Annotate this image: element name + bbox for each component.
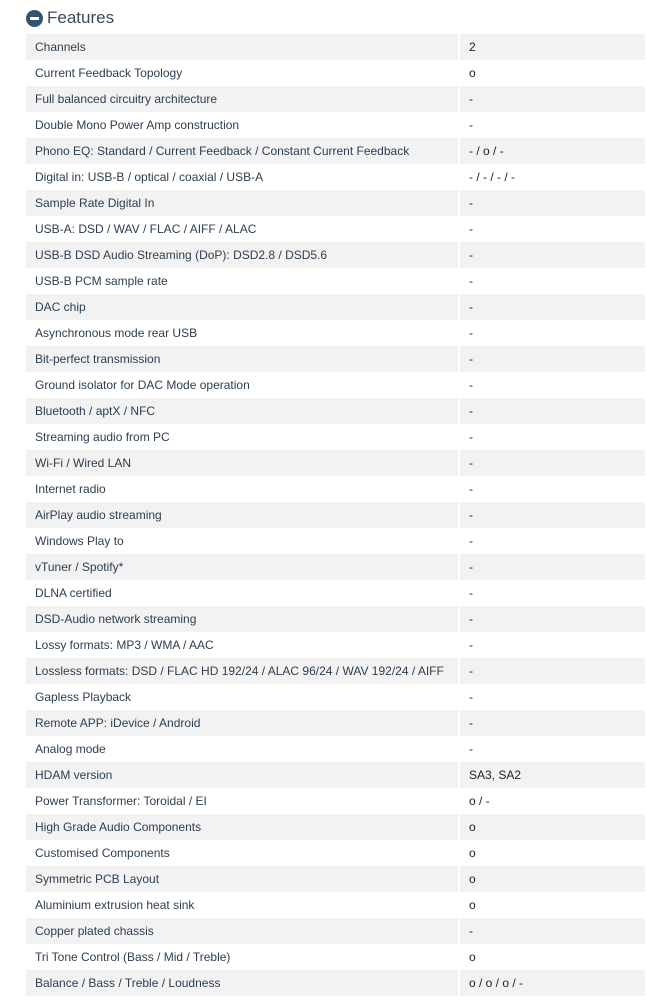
table-row: [26, 294, 645, 320]
feature-label: Phono EQ: Standard / Current Feedback / Constant Current Feedback: [26, 138, 459, 164]
feature-value: -: [459, 450, 645, 476]
table-row: [26, 736, 645, 762]
features-table-body: [26, 34, 645, 996]
table-row: [26, 86, 645, 112]
table-row: [26, 788, 645, 814]
feature-value: -: [459, 268, 645, 294]
feature-label: Aluminium extrusion heat sink: [26, 892, 459, 918]
feature-label: AirPlay audio streaming: [26, 502, 459, 528]
table-row: [26, 476, 645, 502]
table-row: [26, 190, 645, 216]
feature-value: -: [459, 554, 645, 580]
feature-label: Gapless Playback: [26, 684, 459, 710]
feature-label: Bit-perfect transmission: [26, 346, 459, 372]
feature-value: -: [459, 398, 645, 424]
table-row: [26, 268, 645, 294]
feature-label: USB-B DSD Audio Streaming (DoP): DSD2.8 / DSD5.6: [26, 242, 459, 268]
feature-value: -: [459, 710, 645, 736]
feature-value: -: [459, 502, 645, 528]
feature-label: Channels: [26, 34, 459, 60]
table-row: [26, 216, 645, 242]
feature-label: Wi-Fi / Wired LAN: [26, 450, 459, 476]
table-row: [26, 60, 645, 86]
feature-value: o: [459, 866, 645, 892]
feature-label: Lossless formats: DSD / FLAC HD 192/24 / ALAC 96/24 / WAV 192/24 / AIFF: [26, 658, 459, 684]
table-row: [26, 34, 645, 60]
table-row: [26, 814, 645, 840]
table-row: [26, 918, 645, 944]
feature-label: Asynchronous mode rear USB: [26, 320, 459, 346]
feature-value: -: [459, 86, 645, 112]
feature-label: Windows Play to: [26, 528, 459, 554]
feature-label: DAC chip: [26, 294, 459, 320]
feature-label: DSD-Audio network streaming: [26, 606, 459, 632]
feature-label: Analog mode: [26, 736, 459, 762]
feature-label: Remote APP: iDevice / Android: [26, 710, 459, 736]
feature-label: USB-B PCM sample rate: [26, 268, 459, 294]
table-row: [26, 398, 645, 424]
table-row: [26, 502, 645, 528]
table-row: [26, 840, 645, 866]
table-row: [26, 242, 645, 268]
table-row: [26, 970, 645, 996]
feature-label: Full balanced circuitry architecture: [26, 86, 459, 112]
table-row: [26, 892, 645, 918]
features-table: [26, 34, 645, 996]
feature-value: - / - / - / -: [459, 164, 645, 190]
table-row: [26, 528, 645, 554]
table-row: [26, 580, 645, 606]
feature-label: Tri Tone Control (Bass / Mid / Treble): [26, 944, 459, 970]
table-row: [26, 138, 645, 164]
feature-value: -: [459, 216, 645, 242]
section-title: Features: [47, 8, 115, 27]
feature-value: -: [459, 372, 645, 398]
feature-label: Current Feedback Topology: [26, 60, 459, 86]
table-row: [26, 606, 645, 632]
feature-label: Power Transformer: Toroidal / EI: [26, 788, 459, 814]
minus-circle-icon[interactable]: [26, 10, 43, 27]
table-row: [26, 450, 645, 476]
table-row: [26, 164, 645, 190]
feature-label: vTuner / Spotify*: [26, 554, 459, 580]
feature-label: USB-A: DSD / WAV / FLAC / AIFF / ALAC: [26, 216, 459, 242]
feature-value: -: [459, 528, 645, 554]
feature-value: -: [459, 476, 645, 502]
feature-value: -: [459, 112, 645, 138]
feature-value: -: [459, 736, 645, 762]
feature-value: 2: [459, 34, 645, 60]
feature-value: -: [459, 606, 645, 632]
feature-label: Double Mono Power Amp construction: [26, 112, 459, 138]
feature-value: -: [459, 658, 645, 684]
feature-label: High Grade Audio Components: [26, 814, 459, 840]
table-row: [26, 944, 645, 970]
table-row: [26, 346, 645, 372]
feature-label: Internet radio: [26, 476, 459, 502]
table-row: [26, 112, 645, 138]
table-row: [26, 762, 645, 788]
table-row: [26, 684, 645, 710]
feature-label: HDAM version: [26, 762, 459, 788]
feature-value: o: [459, 944, 645, 970]
feature-value: -: [459, 632, 645, 658]
feature-label: Balance / Bass / Treble / Loudness: [26, 970, 459, 996]
feature-label: Sample Rate Digital In: [26, 190, 459, 216]
feature-value: o: [459, 892, 645, 918]
feature-label: Digital in: USB-B / optical / coaxial / USB-A: [26, 164, 459, 190]
feature-value: o: [459, 60, 645, 86]
feature-value: o: [459, 814, 645, 840]
features-section-toggle[interactable]: [26, 6, 114, 30]
feature-label: Lossy formats: MP3 / WMA / AAC: [26, 632, 459, 658]
table-row: [26, 424, 645, 450]
feature-value: o / o / o / -: [459, 970, 645, 996]
feature-value: o: [459, 840, 645, 866]
table-row: [26, 632, 645, 658]
feature-value: -: [459, 580, 645, 606]
feature-value: -: [459, 346, 645, 372]
feature-label: Streaming audio from PC: [26, 424, 459, 450]
feature-value: -: [459, 684, 645, 710]
feature-label: DLNA certified: [26, 580, 459, 606]
table-row: [26, 866, 645, 892]
feature-label: Symmetric PCB Layout: [26, 866, 459, 892]
feature-value: -: [459, 242, 645, 268]
table-row: [26, 658, 645, 684]
feature-value: o / -: [459, 788, 645, 814]
feature-value: SA3, SA2: [459, 762, 645, 788]
table-row: [26, 710, 645, 736]
feature-value: - / o / -: [459, 138, 645, 164]
feature-value: -: [459, 424, 645, 450]
feature-value: -: [459, 918, 645, 944]
feature-label: Copper plated chassis: [26, 918, 459, 944]
feature-label: Bluetooth / aptX / NFC: [26, 398, 459, 424]
feature-value: -: [459, 294, 645, 320]
table-row: [26, 372, 645, 398]
feature-value: -: [459, 190, 645, 216]
table-row: [26, 320, 645, 346]
feature-label: Ground isolator for DAC Mode operation: [26, 372, 459, 398]
feature-label: Customised Components: [26, 840, 459, 866]
table-row: [26, 554, 645, 580]
feature-value: -: [459, 320, 645, 346]
